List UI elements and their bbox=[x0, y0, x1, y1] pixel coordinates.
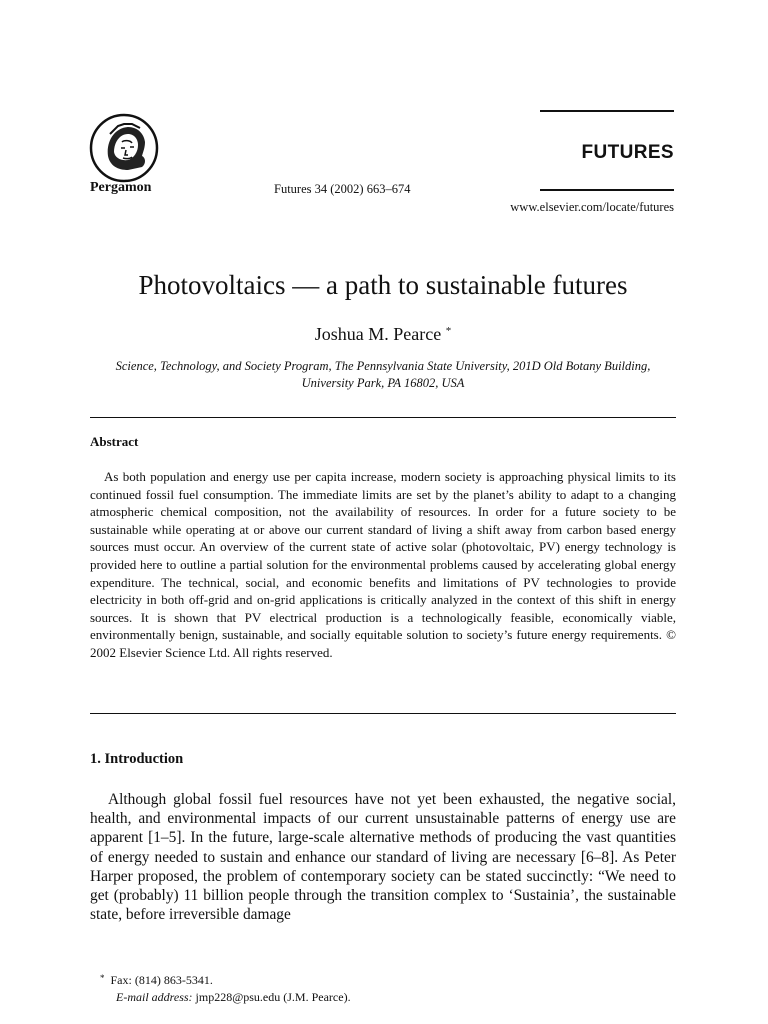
footnote-fax bbox=[100, 973, 213, 988]
publisher-logo bbox=[88, 112, 160, 184]
abstract-text: As both population and energy use per capita increase, modern society is approaching physical limits to its continued fossil fuel consumption. The immediate limits are set by the planet’s ability to adapt to a changing atmospheric chemical composition, not the availability of resources. In order for a future society to be sustainable while operating at or above our current standard of living a shift away from carbon based energy sources must occur. An overview of the current state of active solar (photovoltaic, PV) energy technology is provided here to outline a partial solution for the environmental problems caused by accelerating global energy expenditure. The technical, social, and economic benefits and limitations of PV technologies to provide electricity in both off-grid and on-grid applications is critically analyzed in the context of this shift in energy sources. It is shown that PV electrical production is a technologically feasible, economically viable, environmentally benign, sustainable, and socially equitable solution to society’s future energy requirements. © 2002 Elsevier Science Ltd. All rights reserved. bbox=[90, 469, 676, 660]
journal-name: FUTURES bbox=[581, 142, 674, 163]
article-title: Photovoltaics — a path to sustainable futures bbox=[138, 270, 628, 300]
header-rule-bottom bbox=[540, 189, 674, 191]
footnote-email-value[interactable]: jmp228@psu.edu (J.M. Pearce). bbox=[195, 990, 351, 1004]
section-heading: 1. Introduction bbox=[90, 751, 184, 767]
publisher-name: Pergamon bbox=[90, 180, 152, 195]
journal-citation: Futures 34 (2002) 663–674 bbox=[274, 182, 411, 196]
abstract-heading: Abstract bbox=[90, 434, 139, 449]
abstract-rule-top bbox=[90, 417, 676, 418]
author-name: Joshua M. Pearce bbox=[314, 324, 442, 344]
author-affiliation: Science, Technology, and Society Program, The Pennsylvania State University, 201D Old Botany Building, University Park, PA 16802, USA bbox=[115, 359, 651, 390]
footnote-email bbox=[116, 990, 351, 1005]
header-rule-top bbox=[540, 110, 674, 112]
section-body-text: Although global fossil fuel resources have not yet been exhausted, the negative social, health, and environmental impacts of our current unsustainable patterns of energy use are apparent [1–5]. In the future, large-scale alternative methods of producing the vast quantities of energy needed to sustain and enhance our standard of living are necessary [6–8]. As Peter Harper proposed, the problem of contemporary society can be stated succinctly: “We need to get (probably) 11 billion people through the transition complex to ‘Sustainia’, the sustainable state, before irreversible damage bbox=[90, 791, 676, 924]
journal-url[interactable]: www.elsevier.com/locate/futures bbox=[510, 200, 674, 214]
footnote-email-label: E-mail address: bbox=[116, 990, 193, 1004]
author-line bbox=[90, 324, 676, 345]
footnote-mark: * bbox=[100, 973, 105, 983]
abstract-rule-bottom bbox=[90, 713, 676, 714]
author-footnote-mark[interactable]: * bbox=[445, 325, 452, 337]
footnote-fax-text: Fax: (814) 863-5341. bbox=[110, 973, 213, 987]
